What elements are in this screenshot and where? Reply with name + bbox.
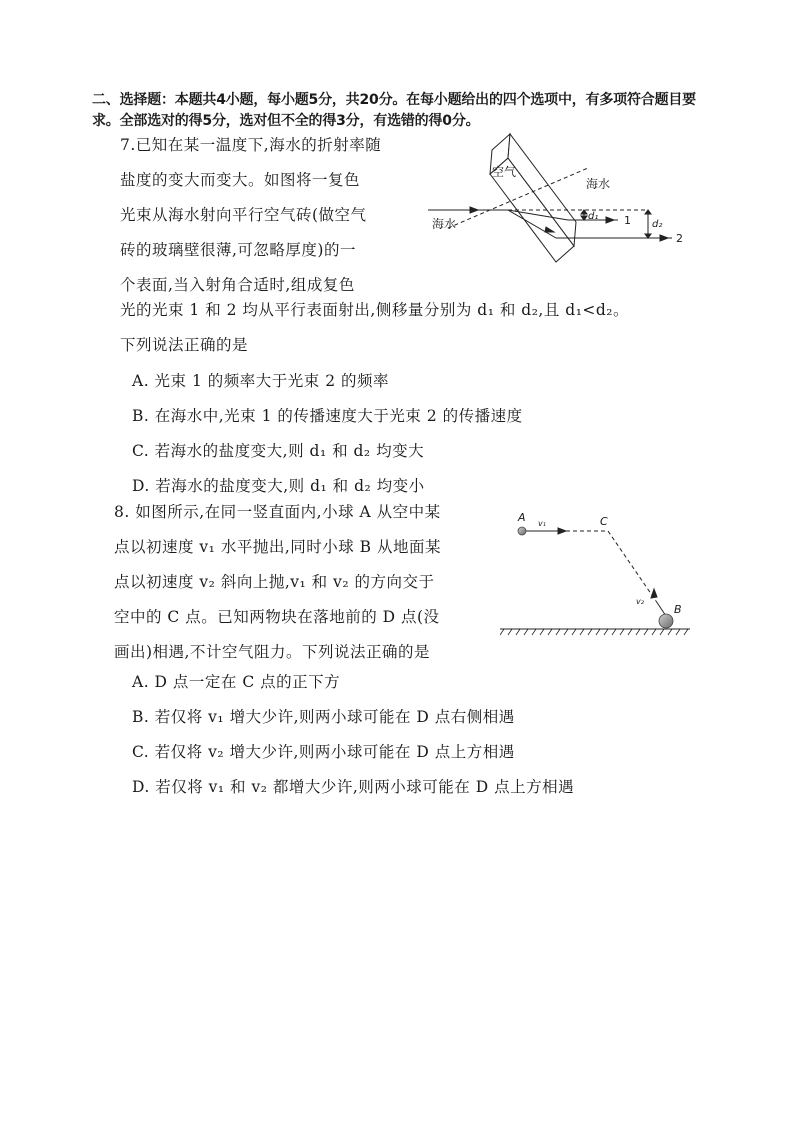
v2-dashed [608, 531, 656, 601]
q8-option-c[interactable]: C. 若仅将 v₂ 增大少许,则两小球可能在 D 点上方相遇 [132, 743, 515, 761]
d2-arrow-top [645, 210, 651, 214]
ball-b [659, 614, 673, 628]
ground-hatching [500, 629, 688, 635]
question-8-stem [114, 495, 499, 670]
d1-arrow-top [581, 210, 587, 214]
q8-projectile-figure [500, 505, 695, 640]
label-air: 空气 [492, 165, 517, 179]
q7-stem-line: 7.已知在某一温度下,海水的折射率随 [120, 136, 382, 154]
label-d1: d₁ [588, 211, 599, 222]
v2-arrow [651, 589, 657, 598]
q8-stem-line: 点以初速度 v₁ 水平抛出,同时小球 B 从地面某 [114, 538, 441, 556]
question-7-options [132, 364, 523, 504]
label-ray-1: 1 [624, 214, 631, 227]
label-a: A [518, 511, 526, 524]
v1-arrow [558, 528, 566, 534]
q8-stem-line: 8. 如图所示,在同一竖直面内,小球 A 从空中某 [114, 503, 441, 521]
incident-arrow [470, 207, 478, 213]
d2-arrow-bottom [645, 234, 651, 238]
q7-stem-line: 光束从海水射向平行空气砖(做空气 [120, 206, 367, 224]
exit-arrow-2 [660, 235, 668, 241]
label-ray-2: 2 [676, 232, 683, 245]
label-b: B [674, 603, 682, 616]
q7-stem-line: 下列说法正确的是 [120, 336, 249, 354]
q7-stem-line: 光的光束 1 和 2 均从平行表面射出,侧移量分别为 d₁ 和 d₂,且 d₁<d₂。 [120, 301, 630, 319]
v2-solid [656, 601, 666, 616]
q8-stem-line: 点以初速度 v₂ 斜向上抛,v₁ 和 v₂ 的方向交于 [114, 573, 435, 591]
label-sea-right: 海水 [586, 177, 611, 191]
label-c: C [600, 515, 608, 528]
label-sea-left: 海水 [432, 217, 457, 231]
ball-a [518, 527, 526, 535]
question-8-options [132, 665, 574, 805]
q7-option-d[interactable]: D. 若海水的盐度变大,则 d₁ 和 d₂ 均变小 [132, 477, 425, 495]
q7-option-c[interactable]: C. 若海水的盐度变大,则 d₁ 和 d₂ 均变大 [132, 442, 425, 460]
q8-option-d[interactable]: D. 若仅将 v₁ 和 v₂ 都增大少许,则两小球可能在 D 点上方相遇 [132, 778, 575, 796]
question-7-stem-continued [120, 293, 720, 363]
label-v2: v₂ [636, 597, 644, 606]
q7-stem-line: 盐度的变大而变大。如图将一复色 [120, 171, 361, 189]
q8-option-b[interactable]: B. 若仅将 v₁ 增大少许,则两小球可能在 D 点右侧相遇 [132, 708, 515, 726]
q7-refraction-figure [428, 128, 693, 288]
section-header: 二、选择题：本题共4小题，每小题5分，共20分。在每小题给出的四个选项中，有多项符合题目要求。全部选对的得5分，选对但不全的得3分，有选错的得0分。 [92, 92, 696, 129]
q8-option-a[interactable]: A. D 点一定在 C 点的正下方 [132, 673, 341, 691]
question-7-stem [120, 128, 450, 303]
q7-option-b[interactable]: B. 在海水中,光束 1 的传播速度大于光束 2 的传播速度 [132, 407, 523, 425]
label-d2: d₂ [652, 219, 663, 230]
q7-stem-line: 个表面,当入射角合适时,组成复色 [120, 276, 355, 294]
q8-stem-line: 空中的 C 点。已知两物块在落地前的 D 点(没 [114, 608, 440, 626]
q7-option-a[interactable]: A. 光束 1 的频率大于光束 2 的频率 [132, 372, 389, 390]
q7-stem-line: 砖的玻璃壁很薄,可忽略厚度)的一 [120, 241, 356, 259]
label-v1: v₁ [538, 519, 546, 528]
q8-stem-line: 画出)相遇,不计空气阻力。下列说法正确的是 [114, 643, 430, 661]
exit-arrow-1 [606, 217, 614, 223]
d1-arrow-bottom [581, 216, 587, 220]
